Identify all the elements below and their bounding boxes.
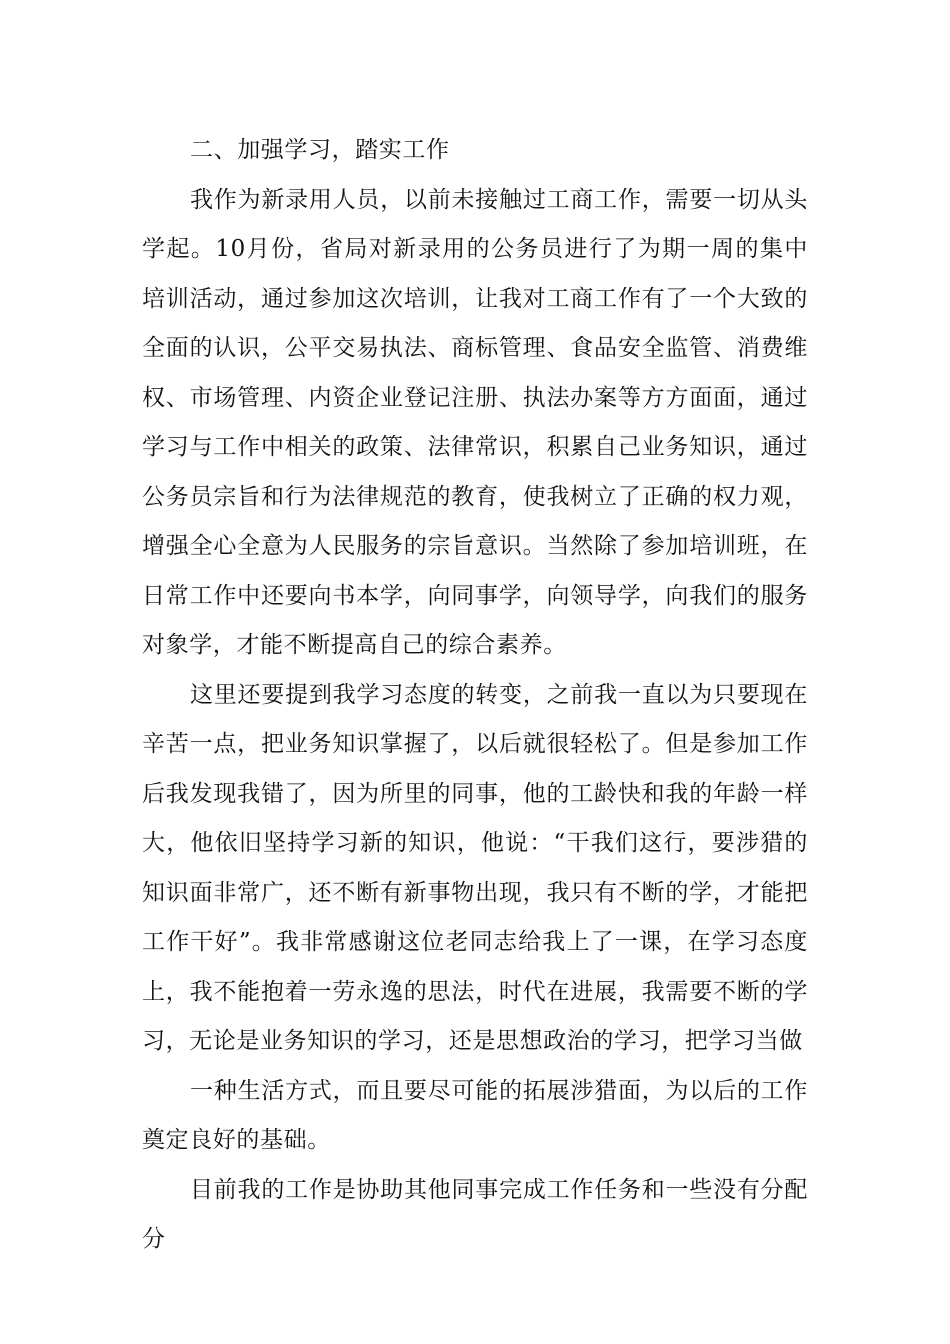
paragraph-lifestyle: 一种生活方式，而且要尽可能的拓展涉猎面，为以后的工作奠定良好的基础。 (142, 1077, 808, 1153)
section-heading: 二、加强学习，踏实工作 (190, 137, 450, 163)
document-body (142, 126, 808, 1265)
paragraph-study-training: 我作为新录用人员，以前未接触过工商工作，需要一切从头学起。10月份，省局对新录用的公务员进行了为期一周的集中培训活动，通过参加这次培训，让我对工商工作有了一个大致的全面的认识，公平交易执法、商标管理、食品安全监管、消费维权、市场管理、内资企业登记注册、执法办案等方方面面，通过学习与工作中相关的政策、法律常识，积累自己业务知识，通过公务员宗旨和行为法律规范的教育，使我树立了正确的权力观，增强全心全意为人民服务的宗旨意识。当然除了参加培训班，在日常工作中还要向书本学，向同事学，向领导学，向我们的服务对象学，才能不断提高自己的综合素养。 (142, 186, 808, 658)
paragraph-current-work: 目前我的工作是协助其他同事完成工作任务和一些没有分配分 (142, 1176, 808, 1252)
paragraph-attitude-change: 这里还要提到我学习态度的转变，之前我一直以为只要现在辛苦一点，把业务知识掌握了，以后就很轻松了。但是参加工作后我发现我错了，因为所里的同事，他的工龄快和我的年龄一样大，他依旧坚持学习新的知识，他说：“干我们这行，要涉猎的知识面非常广，还不断有新事物出现，我只有不断的学，才能把工作干好”。我非常感谢这位老同志给我上了一课，在学习态度上，我不能抱着一劳永逸的思法，时代在进展，我需要不断的学习，无论是业务知识的学习，还是思想政治的学习，把学习当做 (142, 681, 808, 1054)
